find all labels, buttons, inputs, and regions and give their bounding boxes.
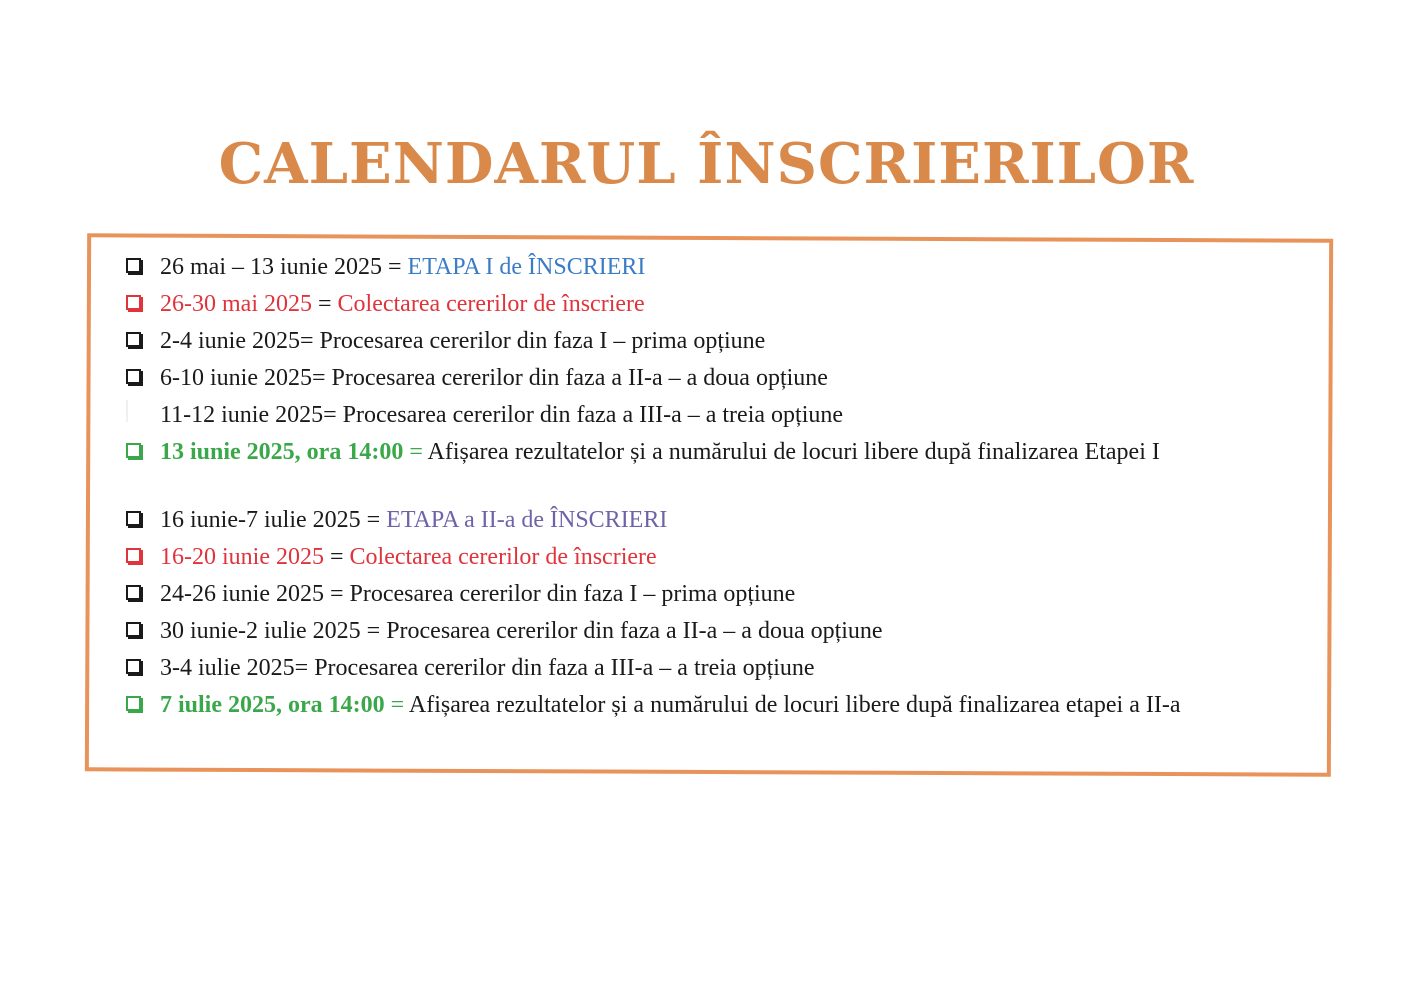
entry-description: Procesarea cererilor din faza a III-a – a treia opțiune [342,402,844,428]
checkbox-icon [126,332,141,347]
entry-separator: = [323,581,350,607]
checkbox-icon [126,548,141,563]
entry-description: Procesarea cererilor din faza a III-a – a treia opțiune [314,655,815,681]
entry-separator: = [299,328,320,354]
calendar-entry [124,616,1254,653]
calendar-entry [124,363,1254,400]
calendar-list [124,252,1254,758]
checkbox-icon [126,585,141,600]
checkbox-icon [126,400,128,422]
entry-date: 30 iunie-2 iulie 2025 [160,618,361,644]
entry-separator: = [311,291,338,317]
entry-description: Procesarea cererilor din faza a II-a – a doua opțiune [386,618,883,644]
entry-description: ETAPA a II-a de ÎNSCRIERI [386,507,668,533]
entry-description: Procesarea cererilor din faza I – prima opțiune [319,328,766,354]
entry-separator: = [323,544,350,570]
calendar-entry [124,252,1254,289]
checkbox-icon [126,295,141,310]
page-title: CALENDARUL ÎNSCRIERILOR [218,131,1195,197]
entry-description: Afișarea rezultatelor și a numărului de locuri libere după finalizarea Etapei I [427,439,1160,465]
entry-description: Colectarea cererilor de înscriere [337,291,645,317]
entry-separator: = [360,507,387,533]
checkbox-icon [126,511,141,526]
entry-date: 13 iunie 2025, ora 14:00 [160,439,404,465]
entry-date: 26 mai – 13 iunie 2025 [160,254,382,280]
entry-date: 6-10 iunie 2025 [160,365,312,391]
calendar-entry [124,400,1254,437]
entry-separator: = [381,254,408,280]
entry-separator: = [323,402,343,428]
calendar-entry [124,690,1254,758]
checkbox-icon [126,369,141,384]
entry-description: Colectarea cererilor de înscriere [349,544,657,570]
entry-separator: = [311,365,332,391]
calendar-entry [124,579,1254,616]
checkbox-icon [126,696,141,711]
calendar-entry [124,505,1254,542]
entry-description: ETAPA I de ÎNSCRIERI [407,254,646,280]
entry-date: 16-20 iunie 2025 [160,544,324,570]
calendar-entry [124,326,1254,363]
calendar-entry [124,289,1254,326]
entry-description: Procesarea cererilor din faza a II-a – a doua opțiune [331,365,828,391]
entry-description: Afișarea rezultatelor și a numărului de locuri libere după finalizarea etapei a II-a [408,692,1181,718]
calendar-entry [124,542,1254,579]
checkbox-icon [126,659,141,674]
calendar-entry [124,653,1254,690]
entry-date: 3-4 iulie 2025 [160,655,295,681]
entry-date: 7 iulie 2025, ora 14:00 [160,692,385,718]
entry-separator: = [294,655,315,681]
checkbox-icon [126,443,141,458]
calendar-entry [124,437,1254,505]
checkbox-icon [126,622,141,637]
entry-description: Procesarea cererilor din faza I – prima opțiune [349,581,796,607]
entry-date: 16 iunie-7 iulie 2025 [160,507,361,533]
entry-date: 2-4 iunie 2025 [160,328,300,354]
entry-date: 24-26 iunie 2025 [160,581,324,607]
checkbox-icon [126,258,141,273]
entry-separator: = [384,692,409,718]
entry-separator: = [403,439,428,465]
entry-date: 26-30 mai 2025 [160,291,312,317]
entry-separator: = [360,618,387,644]
entry-date: 11-12 iunie 2025 [160,402,324,428]
